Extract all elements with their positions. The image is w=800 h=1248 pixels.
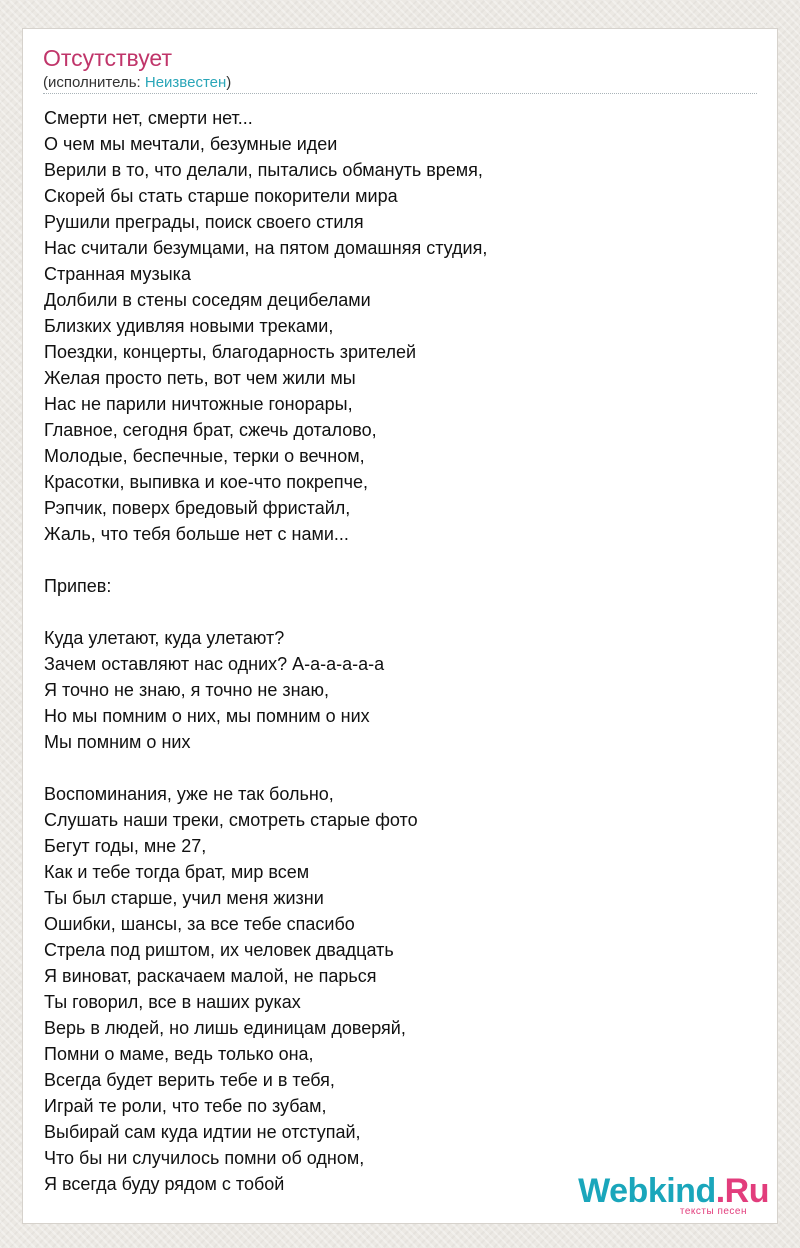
site-watermark [569,1173,769,1219]
lyric-line: Верили в то, что делали, пытались обмануть время, [44,160,483,180]
lyric-line: Бегут годы, мне 27, [44,836,207,856]
chorus-line: Мы помним о них [44,732,191,752]
watermark-tld: .Ru [715,1172,769,1210]
lyric-line: Верь в людей, но лишь единицам доверяй, [44,1018,406,1038]
watermark-name: Webkind [578,1172,716,1210]
artist-line [43,73,231,93]
lyric-line: Главное, сегодня брат, сжечь доталово, [44,420,377,440]
chorus-line: Я точно не знаю, я точно не знаю, [44,680,330,700]
lyric-line: Помни о маме, ведь только она, [44,1044,314,1064]
chorus-label: Припев: [44,576,112,596]
chorus-line: Куда улетают, куда улетают? [44,628,285,648]
lyric-line: Смерти нет, смерти нет... [44,108,253,128]
lyric-line: Долбили в стены соседям децибелами [44,290,371,310]
lyric-line: Нас не парили ничтожные гонорары, [44,394,353,414]
song-card [22,28,778,1224]
lyric-line: Поездки, концерты, благодарность зрителей [44,342,417,362]
artist-prefix: (исполнитель: [43,74,145,91]
lyrics-text [44,105,754,1197]
lyric-line: Жаль, что тебя больше нет с нами... [44,524,349,544]
artist-link[interactable]: Неизвестен [144,74,227,91]
lyric-line: Ошибки, шансы, за все тебе спасибо [44,914,355,934]
lyric-line: Нас считали безумцами, на пятом домашняя студия, [44,238,488,258]
lyric-line: Всегда будет верить тебе и в тебя, [44,1070,335,1090]
lyric-line: О чем мы мечтали, безумные идеи [44,134,338,154]
lyric-line: Желая просто петь, вот чем жили мы [44,368,356,388]
lyric-line: Играй те роли, что тебе по зубам, [44,1096,327,1116]
lyric-line: Стрела под риштом, их человек двадцать [44,940,394,960]
stanza-gap [44,547,754,573]
song-title: Отсутствует [43,45,172,71]
lyric-line: Я виноват, раскачаем малой, не парься [44,966,377,986]
lyric-line: Как и тебе тогда брат, мир всем [44,862,310,882]
lyric-line: Выбирай сам куда идтии не отступай, [44,1122,361,1142]
lyric-line: Ты говорил, все в наших руках [44,992,301,1012]
lyric-line: Рэпчик, поверх бредовый фристайл, [44,498,351,518]
lyric-line: Красотки, выпивка и кое-что покрепче, [44,472,369,492]
chorus-line: Зачем оставляют нас одних? А-а-а-а-а-а [44,654,385,674]
lyric-line: Странная музыка [44,264,191,284]
lyric-line: Близких удивляя новыми треками, [44,316,334,336]
lyric-line: Слушать наши треки, смотреть старые фото [44,810,418,830]
lyric-line: Ты был старше, учил меня жизни [44,888,324,908]
watermark-tagline: тексты песен [679,1206,747,1217]
stanza-gap [44,599,754,625]
title-divider [43,93,757,94]
lyric-line: Скорей бы стать старше покорители мира [44,186,398,206]
lyric-line: Рушили преграды, поиск своего стиля [44,212,364,232]
lyric-line: Воспоминания, уже не так больно, [44,784,334,804]
watermark-logo [578,1173,769,1209]
chorus-line: Но мы помним о них, мы помним о них [44,706,370,726]
lyric-line: Что бы ни случилось помни об одном, [44,1148,365,1168]
lyric-line: Я всегда буду рядом с тобой [44,1174,285,1194]
artist-suffix: ) [226,74,232,91]
stanza-gap [44,755,754,781]
lyric-line: Молодые, беспечные, терки о вечном, [44,446,365,466]
